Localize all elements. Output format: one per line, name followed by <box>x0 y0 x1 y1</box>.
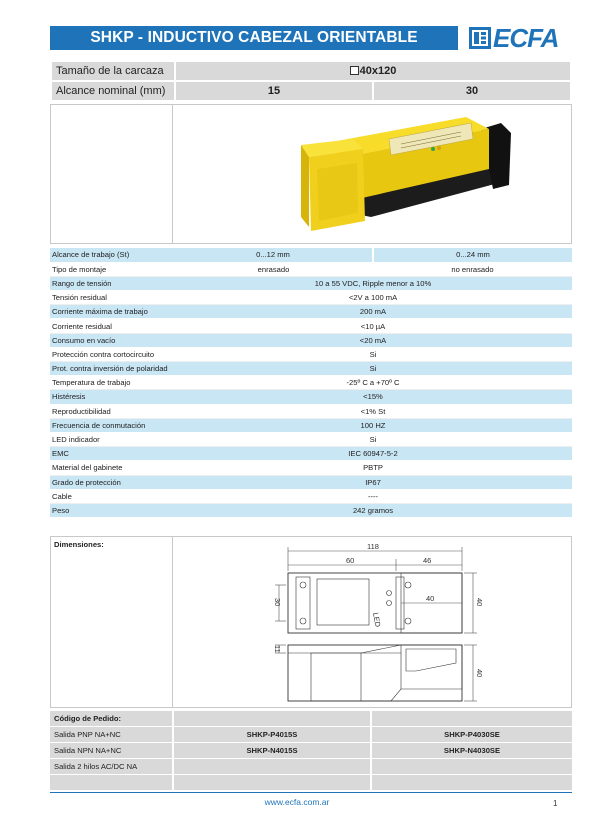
spec-table <box>50 248 572 518</box>
spec-value: 100 HZ <box>174 418 572 432</box>
spec-value: Si <box>174 432 572 446</box>
spec-label: Alcance de trabajo (St) <box>50 248 174 262</box>
spec-value-b: 0...24 mm <box>373 248 572 262</box>
range-label: Alcance nominal (mm) <box>52 82 174 100</box>
spec-value: 200 mA <box>174 305 572 319</box>
footer-url[interactable]: www.ecfa.com.ar <box>264 797 330 807</box>
spec-value: <20 mA <box>174 333 572 347</box>
spec-value: Si <box>174 347 572 361</box>
table-row <box>50 759 572 774</box>
spec-value-a: enrasado <box>174 262 373 276</box>
dim-118: 118 <box>367 542 379 551</box>
table-row <box>50 447 572 461</box>
logo-text: ECFA <box>493 23 559 53</box>
spec-label: Protección contra cortocircuito <box>50 347 174 361</box>
spec-value: 10 a 55 VDC, Ripple menor a 10% <box>174 276 572 290</box>
table-row <box>50 362 572 376</box>
table-row <box>50 262 572 276</box>
led-label: LED <box>371 611 383 628</box>
table-row <box>50 461 572 475</box>
page-title: SHKP - INDUCTIVO CABEZAL ORIENTABLE <box>50 26 458 50</box>
spec-label: LED indicador <box>50 432 174 446</box>
spec-label: Rango de tensión <box>50 276 174 290</box>
spec-value: <10 µA <box>174 319 572 333</box>
dim-60: 60 <box>346 556 355 565</box>
dim-40-right: 40 <box>475 598 484 607</box>
spec-value: IP67 <box>174 475 572 489</box>
housing-value-cell <box>176 62 570 80</box>
spec-label: Corriente residual <box>50 319 174 333</box>
dim-40-side: 40 <box>475 669 484 678</box>
spec-label: Tipo de montaje <box>50 262 174 276</box>
order-label: Salida PNP NA+NC <box>50 727 172 742</box>
table-row <box>50 711 572 726</box>
spec-label: Peso <box>50 503 174 517</box>
table-row <box>50 503 572 517</box>
spec-label: Frecuencia de conmutación <box>50 418 174 432</box>
spec-label: Grado de protección <box>50 475 174 489</box>
spec-value: 242 gramos <box>174 503 572 517</box>
spec-value: <2V a 100 mA <box>174 291 572 305</box>
spec-label: Prot. contra inversión de polaridad <box>50 362 174 376</box>
ecfa-logo <box>468 24 572 52</box>
table-row <box>50 276 572 290</box>
table-row <box>50 727 572 742</box>
spec-label: Consumo en vacío <box>50 333 174 347</box>
housing-table <box>50 60 572 102</box>
table-row <box>50 319 572 333</box>
table-row <box>50 404 572 418</box>
table-row <box>50 333 572 347</box>
spec-label: Reproductibilidad <box>50 404 174 418</box>
spec-value: Si <box>174 362 572 376</box>
order-table <box>50 710 572 791</box>
dim-40-inner: 40 <box>426 594 435 603</box>
spec-label: Histéresis <box>50 390 174 404</box>
spec-value: PBTP <box>174 461 572 475</box>
dim-46: 46 <box>423 556 432 565</box>
range-b: 30 <box>374 82 570 100</box>
order-label: Salida 2 hilos AC/DC NA <box>50 759 172 774</box>
spec-label: Material del gabinete <box>50 461 174 475</box>
spec-label: Temperatura de trabajo <box>50 376 174 390</box>
spec-label: Corriente máxima de trabajo <box>50 305 174 319</box>
table-row <box>50 775 572 790</box>
spec-label: EMC <box>50 447 174 461</box>
table-row <box>50 432 572 446</box>
order-empty <box>372 711 572 726</box>
spec-value-b: no enrasado <box>373 262 572 276</box>
order-code-b <box>372 775 572 790</box>
spec-value-a: 0...12 mm <box>174 248 373 262</box>
table-row <box>50 743 572 758</box>
checkbox-icon <box>350 66 359 75</box>
order-code-a: SHKP-N4015S <box>174 743 370 758</box>
housing-value: 40x120 <box>359 65 397 77</box>
spec-label: Tensión residual <box>50 291 174 305</box>
footer-divider <box>50 792 572 793</box>
table-row <box>50 291 572 305</box>
spec-value: -25º C a +70º C <box>174 376 572 390</box>
product-photo-box <box>50 104 572 244</box>
order-code-b <box>372 759 572 774</box>
table-row <box>50 390 572 404</box>
dim-11: 11 <box>273 645 282 653</box>
table-row <box>50 489 572 503</box>
order-code-b: SHKP-N4030SE <box>372 743 572 758</box>
order-code-b: SHKP-P4030SE <box>372 727 572 742</box>
order-code-a <box>174 775 370 790</box>
table-row <box>50 248 572 262</box>
order-title: Código de Pedido: <box>50 711 172 726</box>
order-empty <box>174 711 370 726</box>
order-code-a: SHKP-P4015S <box>174 727 370 742</box>
ecfa-logo-icon <box>468 26 492 50</box>
table-row <box>50 376 572 390</box>
order-code-a <box>174 759 370 774</box>
housing-label: Tamaño de la carcaza <box>52 62 174 80</box>
photo-label-cell <box>51 105 173 243</box>
order-label: Salida NPN NA+NC <box>50 743 172 758</box>
dimensions-box <box>50 536 572 708</box>
spec-value: ---- <box>174 489 572 503</box>
dimensions-label-cell <box>51 537 173 707</box>
table-row <box>50 305 572 319</box>
page-number: 1 <box>553 799 558 808</box>
sensor-photo <box>261 109 521 241</box>
spec-value: <15% <box>174 390 572 404</box>
spec-label: Cable <box>50 489 174 503</box>
header <box>50 22 570 54</box>
spec-value: <1% St <box>174 404 572 418</box>
range-a: 15 <box>176 82 372 100</box>
dim-30: 30 <box>273 598 282 607</box>
table-row <box>50 475 572 489</box>
table-row <box>50 418 572 432</box>
dimensions-label: Dimensiones: <box>54 540 104 549</box>
spec-value: IEC 60947-5-2 <box>174 447 572 461</box>
dimension-drawing <box>251 541 531 707</box>
order-label <box>50 775 172 790</box>
table-row <box>50 347 572 361</box>
